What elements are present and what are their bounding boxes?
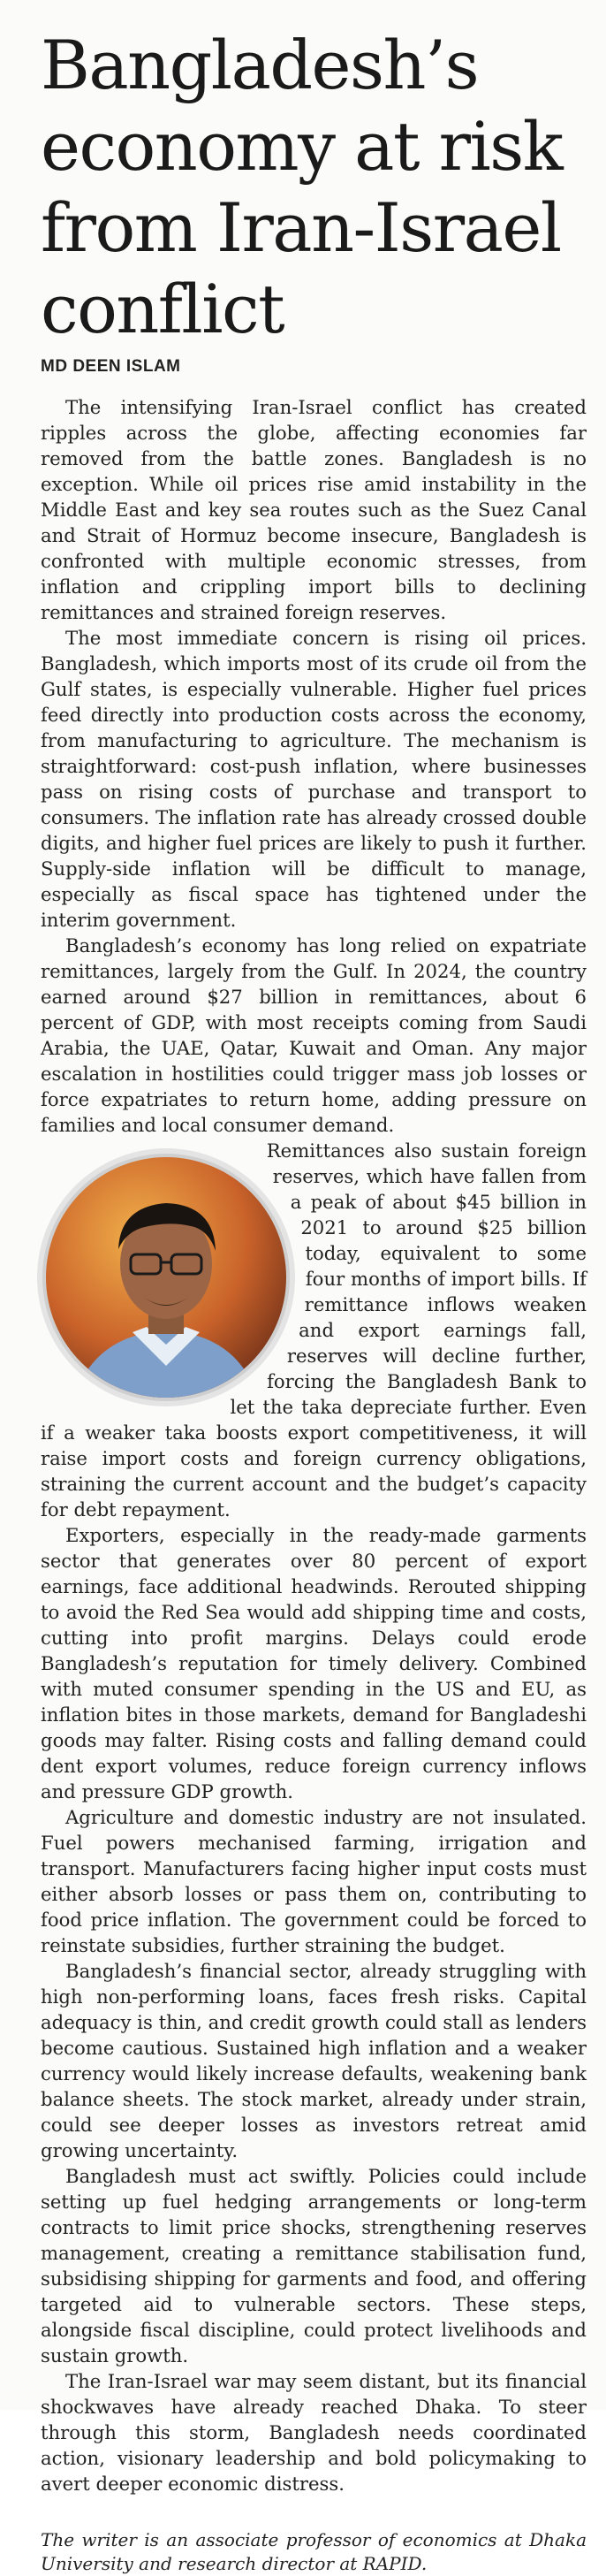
paragraph: The intensifying Iran-Israel conflict has created ripples across the globe, affecting economies far removed from the battle zones. Bangladesh is no exception. While oil prices rise amid instability in the Middle East and key sea routes such as the Suez Canal and Strait of Hormuz become insecure, Bangladesh is confronted with multiple economic stresses, from inflation and crippling import bills to declining remittances and strained foreign reserves. <box>41 396 587 623</box>
headline: Bangladesh’s economy at risk from Iran-Israel conflict <box>41 26 563 348</box>
author-note: The writer is an associate professor of economics at Dhaka University and research director at RAPID. <box>41 2529 587 2574</box>
paragraph: Agriculture and domestic industry are not insulated. Fuel powers mechanised farming, irrigation and transport. Manufacturers facing higher input costs must either absorb losses or pass them on, contributing to food price inflation. The government could be forced to reinstate subsidies, further straining the budget. <box>41 1806 587 1956</box>
paragraph: The most immediate concern is rising oil prices. Bangladesh, which imports most of its crude oil from the Gulf states, is especially vulnerable. Higher fuel prices feed directly into production costs across the economy, from manufacturing to agriculture. The mechanism is straightforward: cost-push inflation, where businesses pass on rising costs of purchase and transport to consumers. The inflation rate has already crossed double digits, and higher fuel prices are likely to push it further. Supply-side inflation will be difficult to manage, especially as fiscal space has tightened under the interim government. <box>41 627 587 931</box>
paragraph: The Iran-Israel war may seem distant, but its financial shockwaves have already reached Dhaka. To steer through this storm, Bangladesh needs coordinated action, visionary leadership and bold policymaking to avert deeper economic distress. <box>41 2370 587 2495</box>
paragraph: Bangladesh must act swiftly. Policies could include setting up fuel hedging arrangements or long-term contracts to limit price shocks, strengthening reserves management, creating a remittance stabilisation fund, subsidising shipping for garments and food, and offering targeted aid to vulnerable sectors. These steps, alongside fiscal discipline, could protect livelihoods and sustain growth. <box>41 2165 587 2366</box>
paragraph: Bangladesh’s economy has long relied on expatriate remittances, largely from the Gulf. In 2024, the country earned around $27 billion in remittances, about 6 percent of GDP, with most receipts coming from Saudi Arabia, the UAE, Qatar, Kuwait and Oman. Any major escalation in hostilities could trigger mass job losses or force expatriates to return home, adding pressure on families and local consumer demand. <box>41 934 587 1136</box>
byline: MD DEEN ISLAM <box>41 357 181 376</box>
author-portrait-image <box>35 1145 297 1410</box>
paragraph: Exporters, especially in the ready-made garments sector that generates over 80 percent of export earnings, face additional headwinds. Rerouted shipping to avoid the Red Sea would add shipping time and costs, cutting into profit margins. Delays could erode Bangladesh’s reputation for timely delivery. Combined with muted consumer spending in the US and EU, as inflation bites in those markets, demand for Bangladeshi goods may falter. Rising costs and falling demand could dent export volumes, reduce foreign currency inflows and pressure GDP growth. <box>41 1524 587 1802</box>
paragraph: Bangladesh’s financial sector, already struggling with high non-performing loans, faces fresh risks. Capital adequacy is thin, and credit growth could stall as lenders become cautious. Sustained high inflation and a weaker currency would likely increase defaults, weakening bank balance sheets. The stock market, already under strain, could see deeper losses as investors retreat amid growing uncertainty. <box>41 1960 587 2161</box>
author-photo <box>35 1145 297 1410</box>
paragraph: Remittances also sustain foreign reserves, which have fallen from a peak of about $45 billion in 2021 to around $25 billion today, equivalent to some four months of import bills. If remittance inflows weaken and export earnings fall, reserves will decline further, forcing the Bangladesh Bank to let the taka depreciate further. Even if a weaker taka boosts export competitiveness, it will raise import costs and foreign currency obligations, straining the current account and the budget’s capacity for debt repayment. <box>41 1139 587 1520</box>
article-body <box>41 394 587 2496</box>
